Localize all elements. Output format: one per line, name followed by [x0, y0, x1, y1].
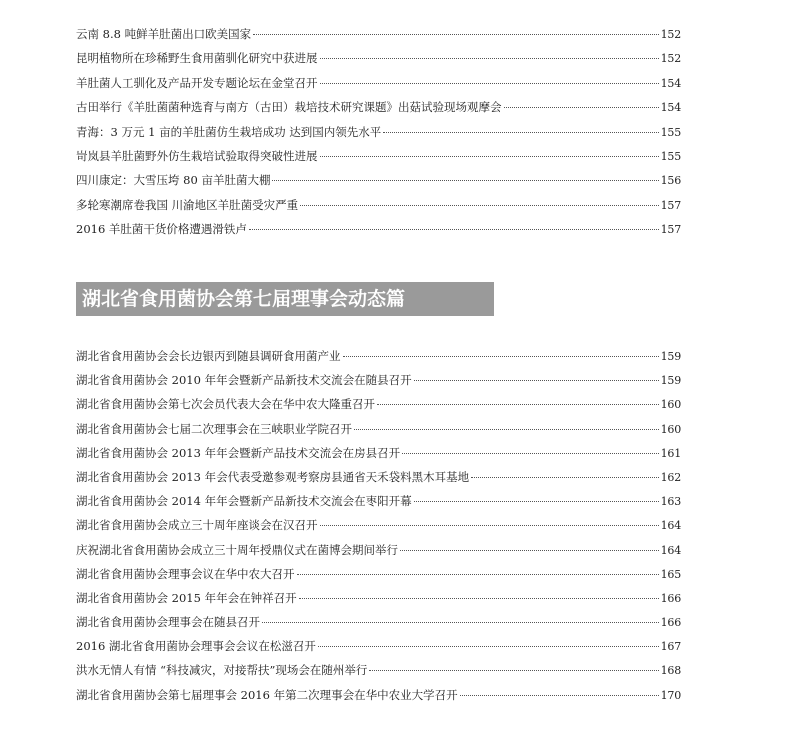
toc-entry-page: 154 — [660, 76, 681, 90]
leader-dots — [297, 574, 659, 575]
toc-entry-title: 湖北省食用菌协会 2015 年年会在钟祥召开 — [76, 590, 297, 605]
toc-entry[interactable] — [76, 562, 681, 586]
leader-dots — [253, 34, 658, 35]
leader-dots — [300, 205, 658, 206]
toc-entry[interactable] — [76, 46, 681, 70]
toc-entry-page: 152 — [660, 52, 681, 66]
toc-entry[interactable] — [76, 71, 681, 95]
toc-entry[interactable] — [76, 168, 681, 192]
toc-entry-page: 155 — [660, 125, 681, 139]
toc-entry-page: 162 — [660, 470, 681, 484]
leader-dots — [400, 550, 659, 551]
toc-entry[interactable] — [76, 344, 681, 368]
leader-dots — [262, 622, 659, 623]
toc-entry[interactable] — [76, 217, 681, 241]
toc-entry-title: 四川康定：大雪压垮 80 亩羊肚菌大棚 — [76, 173, 271, 188]
toc-entry-title: 湖北省食用菌协会七届二次理事会在三峡职业学院召开 — [76, 421, 352, 436]
leader-dots — [414, 380, 659, 381]
section-header: 湖北省食用菌协会第七届理事会动态篇 — [76, 282, 494, 316]
toc-entry[interactable] — [76, 441, 681, 465]
toc-entry-title: 湖北省食用菌协会成立三十周年座谈会在汉召开 — [76, 518, 318, 533]
toc-entry[interactable] — [76, 658, 681, 682]
leader-dots — [249, 229, 659, 230]
leader-dots — [377, 404, 659, 405]
toc-entry-page: 154 — [660, 101, 681, 115]
toc-entry[interactable] — [76, 683, 681, 707]
toc-entry[interactable] — [76, 392, 681, 416]
toc-entry[interactable] — [76, 144, 681, 168]
toc-entry[interactable] — [76, 610, 681, 634]
leader-dots — [504, 107, 659, 108]
toc-entry-page: 168 — [660, 664, 681, 678]
toc-entry-page: 156 — [660, 174, 681, 188]
toc-entry-title: 云南 8.8 吨鲜羊肚菌出口欧美国家 — [76, 27, 252, 41]
toc-entry-title: 湖北省食用菌协会 2014 年年会暨新产品新技术交流会在枣阳开幕 — [76, 494, 412, 509]
toc-entry-page: 155 — [660, 149, 681, 163]
toc-entry-page: 164 — [660, 519, 681, 533]
toc-entry-page: 166 — [660, 616, 681, 630]
toc-entry-page: 160 — [660, 422, 681, 436]
toc-list-top — [76, 22, 681, 242]
toc-entry[interactable] — [76, 513, 681, 537]
leader-dots — [318, 646, 659, 647]
toc-entry[interactable] — [76, 465, 681, 489]
leader-dots — [471, 477, 659, 478]
toc-entry[interactable] — [76, 538, 681, 562]
leader-dots — [320, 525, 659, 526]
toc-entry-title: 湖北省食用菌协会第七次会员代表大会在华中农大隆重召开 — [76, 397, 375, 412]
leader-dots — [299, 598, 659, 599]
toc-entry-page: 161 — [660, 446, 681, 460]
toc-list-bottom — [76, 344, 681, 707]
toc-entry-title: 昆明植物所在珍稀野生食用菌驯化研究中获进展 — [76, 51, 318, 66]
toc-entry-title: 湖北省食用菌协会会长边银丙到随县调研食用菌产业 — [76, 349, 341, 363]
toc-entry-page: 167 — [660, 640, 681, 654]
toc-entry-title: 湖北省食用菌协会 2010 年年会暨新产品新技术交流会在随县召开 — [76, 373, 412, 388]
toc-entry-title: 湖北省食用菌协会 2013 年年会暨新产品技术交流会在房县召开 — [76, 445, 401, 460]
toc-entry-page: 163 — [660, 495, 681, 509]
toc-entry[interactable] — [76, 193, 681, 217]
toc-entry-page: 152 — [660, 28, 681, 41]
toc-entry-page: 157 — [660, 198, 681, 212]
leader-dots — [343, 356, 659, 357]
toc-entry-title: 湖北省食用菌协会 2013 年会代表受邀参观考察房县通省天禾袋料黑木耳基地 — [76, 469, 470, 484]
toc-entry-title: 2016 湖北省食用菌协会理事会会议在松滋召开 — [76, 639, 316, 654]
toc-entry[interactable] — [76, 586, 681, 610]
leader-dots — [320, 58, 659, 59]
toc-entry[interactable] — [76, 95, 681, 119]
toc-entry[interactable] — [76, 634, 681, 658]
toc-entry-title: 洪水无情人有情 “科技减灾，对接帮扶”现场会在随州举行 — [76, 663, 368, 678]
leader-dots — [320, 83, 659, 84]
toc-entry-title: 青海：3 万元 1 亩的羊肚菌仿生栽培成功 达到国内领先水平 — [76, 124, 382, 139]
toc-entry-title: 湖北省食用菌协会理事会议在华中农大召开 — [76, 566, 295, 581]
leader-dots — [460, 695, 659, 696]
toc-entry-page: 164 — [660, 543, 681, 557]
toc-entry-page: 170 — [660, 688, 681, 702]
toc-entry[interactable] — [76, 368, 681, 392]
toc-entry-page: 159 — [660, 350, 681, 363]
toc-entry-title: 庆祝湖北省食用菌协会成立三十周年授鼎仪式在菌博会期间举行 — [76, 542, 398, 557]
toc-entry-title: 湖北省食用菌协会第七届理事会 2016 年第二次理事会在华中农业大学召开 — [76, 687, 458, 702]
toc-entry[interactable] — [76, 120, 681, 144]
leader-dots — [272, 180, 658, 181]
leader-dots — [369, 670, 658, 671]
toc-entry-page: 165 — [660, 567, 681, 581]
toc-entry-page: 157 — [660, 223, 681, 237]
toc-entry-title: 2016 羊肚菌干货价格遭遇滑铁卢 — [76, 222, 247, 237]
leader-dots — [320, 156, 659, 157]
toc-entry[interactable] — [76, 22, 681, 46]
toc-entry[interactable] — [76, 417, 681, 441]
toc-entry-title: 岢岚县羊肚菌野外仿生栽培试验取得突破性进展 — [76, 148, 318, 163]
toc-entry-title: 羊肚菌人工驯化及产品开发专题论坛在金堂召开 — [76, 75, 318, 90]
leader-dots — [402, 453, 659, 454]
toc-entry-title: 湖北省食用菌协会理事会在随县召开 — [76, 615, 260, 630]
toc-entry-page: 159 — [660, 374, 681, 388]
toc-entry-page: 160 — [660, 398, 681, 412]
leader-dots — [354, 429, 659, 430]
toc-entry-page: 166 — [660, 591, 681, 605]
toc-entry-title: 古田举行《羊肚菌菌种选育与南方（古田）栽培技术研究课题》出菇试验现场观摩会 — [76, 100, 502, 115]
toc-entry[interactable] — [76, 489, 681, 513]
leader-dots — [383, 132, 658, 133]
leader-dots — [414, 501, 659, 502]
toc-entry-title: 多轮寒潮席卷我国 川渝地区羊肚菌受灾严重 — [76, 197, 299, 212]
